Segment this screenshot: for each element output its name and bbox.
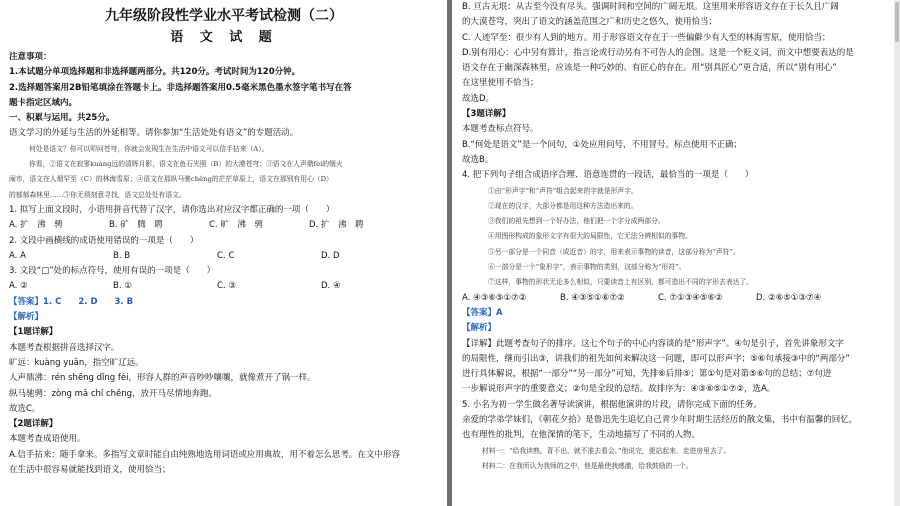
right-document-page	[452, 0, 900, 506]
detail-line: 纵马驰骋：zòng mǎ chí chěng，放开马尽情地奔跑。	[9, 388, 218, 399]
answer-label: 【答案】1. C 2. D 3. B	[9, 296, 134, 307]
detail-line: 在这里使用不恰当；	[462, 78, 539, 89]
section-intro: 语文学习的外延与生活的外延相等。请你参加“生活处处有语文”的专题活动。	[9, 128, 299, 139]
detail-line: 旷远：kuàng yuǎn，指空旷辽远。	[9, 357, 144, 368]
detail-heading: 【1题详解】	[9, 327, 58, 338]
left-document-page	[0, 0, 447, 506]
answer-label: 【答案】A	[462, 307, 503, 318]
passage-line: 何处是语文？你可以叩问苍穹，你就会发现生在生活中语文可以信手拈来（A）。	[29, 144, 269, 153]
note-line: 题卡指定区域内。	[9, 97, 78, 108]
option: B. 矿 腾 聘	[109, 220, 163, 231]
detail-heading: 【3题详解】	[462, 109, 511, 120]
sentence-line: ④用图形构成的象形文字有很大的局限性，它无法分辨相似的事物。	[488, 232, 692, 241]
passage-line: 闹市，语文在人烟罕至（C）的林海雪原；④语文在那纵马驰chěng的茫茫草原上，语文在那别有用心（D）	[9, 175, 333, 184]
scrollbar-thumb[interactable]	[895, 2, 899, 42]
question-5: 5. 小名为初一学生做名著导读演讲，根据他演讲的片段，请你完成下面的任务。	[462, 399, 762, 410]
detail-line: 故选C。	[9, 403, 41, 414]
vertical-scrollbar[interactable]	[894, 0, 900, 506]
option: A. 扩 沸 骋	[9, 220, 63, 231]
option: D. D	[321, 250, 340, 261]
option: D. ④	[321, 281, 341, 292]
detail-line: 的大漠苍穹，突出了语文的涵盖范围之广和历史之悠久，使用恰当；	[462, 17, 718, 28]
question-1-options	[9, 218, 439, 233]
passage-line: 你看，②语文在寂寥kuàng远的清晖月影，语文在鱼石光照（B）的大漠苍穹；③语文在人声鼎fèi的烟火	[29, 160, 343, 169]
sentence-line: ⑤另一部分是一个同音（或近音）的字，用来表示事物的读音，这部分称为“声符”。	[488, 247, 740, 256]
option: D. ②⑥⑤①③⑦④	[756, 292, 822, 303]
notes-heading: 注意事项：	[9, 52, 52, 62]
option: A. ②	[9, 281, 28, 292]
option: B. ④③⑤①⑥⑦②	[560, 292, 625, 303]
sentence-line: ①由“形声字”和“声符”组合起来的字就是形声字。	[488, 186, 638, 195]
passage-line: 的郁郁森林里……⑤你无须刻意寻找，语文总处处有语文。	[9, 190, 186, 199]
detail-line: 本题考查标点符号。	[462, 124, 539, 135]
question-2-options	[9, 249, 439, 264]
detail-heading: 【2题详解】	[9, 419, 58, 430]
option: A. A	[9, 250, 26, 261]
question-2: 2. 文段中画横线的成语使用错误的一项是（ ）	[9, 235, 199, 246]
detail-line: A.信手拈来：随手拿来。多指写文章时能自由纯熟地选用词语或应用典故，用不着怎么思考。在文中形容	[9, 449, 400, 460]
detail-line: 本题考查成语使用。	[9, 434, 86, 445]
sentence-line: ⑥一部分是一个“象形字”，表示事物的类别，这部分称为“形符”。	[488, 263, 686, 272]
detail-line: 亲爱的学弟学妹们，《朝花夕拾》是鲁迅先生追忆自己青少年时期生活经历的散文集，书中有温馨的回忆，	[462, 415, 858, 426]
detail-line: 一步解说形声字的重要意义；②句是全段的总结。故排序为：④③⑥⑤①⑦②，选A。	[462, 384, 776, 395]
detail-line: B.“何处是语文”是一个问句，①处应用问号，不用冒号。标点使用不正确；	[462, 139, 742, 150]
sentence-line: ③我们的祖先想到一个好办法，他们把一个字分成两部分。	[488, 217, 665, 226]
detail-line: 语文存在于幽深森林里，应该是一种巧妙的、有匠心的存在。用“别具匠心”更合适，所以“别有用心”	[462, 63, 837, 74]
note-line: 1.本试题分单项选择题和非选择题两部分。共120分。考试时间为120分钟。	[9, 67, 301, 78]
note-line: 2.选择题答案用2B铅笔填涂在答题卡上。非选择题答案用0.5毫米黑色墨水签字笔书写在答	[9, 82, 352, 93]
sentence-line: ②现在的汉字，大部分都是用这种方法造出来的。	[488, 201, 638, 210]
detail-line: 故选D。	[462, 93, 495, 104]
option: C. C	[217, 250, 235, 261]
sentence-line: ⑦这样，事物的形状无论多么相似，只要读音上有区别，都可造出不同的字形去表达了。	[488, 278, 754, 287]
detail-line: 本题考查根据拼音选择汉字。	[9, 342, 120, 353]
detail-line: 故选B。	[462, 154, 494, 165]
detail-line: D.别有用心：心中另有算计，指言论或行动另有不可告人的企图。这是一个贬义词，而文中想要表达的是	[462, 47, 854, 58]
question-4: 4. 把下列句子组合成语序合理、语意连贯的一段话，最恰当的一项是（ ）	[462, 170, 754, 181]
detail-line: 人声鼎沸：rén shēng dǐng fèi，形容人群的声音吵吵嚷嚷，就像煮开了锅一样。	[9, 373, 316, 384]
detail-line: 【详解】此题考查句子的排序。这七个句子的中心内容谈的是“形声字”。④句是引子，首先讲象形文字	[462, 338, 844, 349]
option: B. ①	[113, 281, 132, 292]
question-3: 3. 文段“□”处的标点符号，使用有误的一项是（ ）	[9, 266, 216, 277]
option: C. 旷 沸 骋	[209, 220, 263, 231]
detail-line: C. 人迹罕至：很少有人到的地方。用于形容语文存在于一些偏僻少有人至的林海雪原，使用恰当；	[462, 32, 831, 43]
question-3-options	[9, 279, 439, 294]
material-line: 材料二：在我所认为我师的之中，他是最使我感激，给我鼓励的一个。	[482, 461, 693, 470]
detail-line: B. 亘古无垠：从古至今没有尽头。强调时间和空间的广阔无垠。这里用来形容语文存在于长久且广阔	[462, 2, 839, 12]
detail-line: 进行具体解说，根据“一部分”“另一部分”可知，先排⑥后排⑤；第①句是对第⑤⑥句的总结；⑦句进	[462, 369, 832, 380]
analysis-label: 【解析】	[9, 312, 44, 323]
section-heading: 一、积累与运用。共25分。	[9, 113, 115, 124]
question-1: 1. 拟写上面文段时，小语用拼音代替了汉字，请你选出对应汉字都正确的一项（ ）	[9, 204, 335, 215]
option: C. ③	[217, 281, 236, 292]
question-4-options	[462, 291, 890, 306]
option: C. ⑦①③④⑤⑥②	[658, 292, 723, 303]
detail-line: 在生活中很容易就能找到语文，使用恰当；	[9, 465, 171, 476]
exam-title: 九年级阶段性学业水平考试检测（二）	[105, 8, 343, 24]
exam-subtitle: 语 文 试 题	[170, 30, 278, 45]
material-line: 材料一：“给我读熟。背不出，就不准去看会。”他说完，便站起来，走进房里去了。	[482, 446, 731, 455]
option: A. ④③⑥⑤①⑦②	[462, 292, 527, 303]
detail-line: 也有理性的批判，在他深情的笔下，生动地描写了不同的人物。	[462, 430, 701, 441]
detail-line: 的局限性，继而引出③，讲我们的祖先如何来解决这一问题，即可以形声字；⑤⑥句承接③中的“两部分”	[462, 353, 850, 364]
option: D. 扩 沸 聘	[309, 220, 364, 231]
analysis-label: 【解析】	[462, 323, 497, 334]
option: B. B	[113, 250, 131, 261]
